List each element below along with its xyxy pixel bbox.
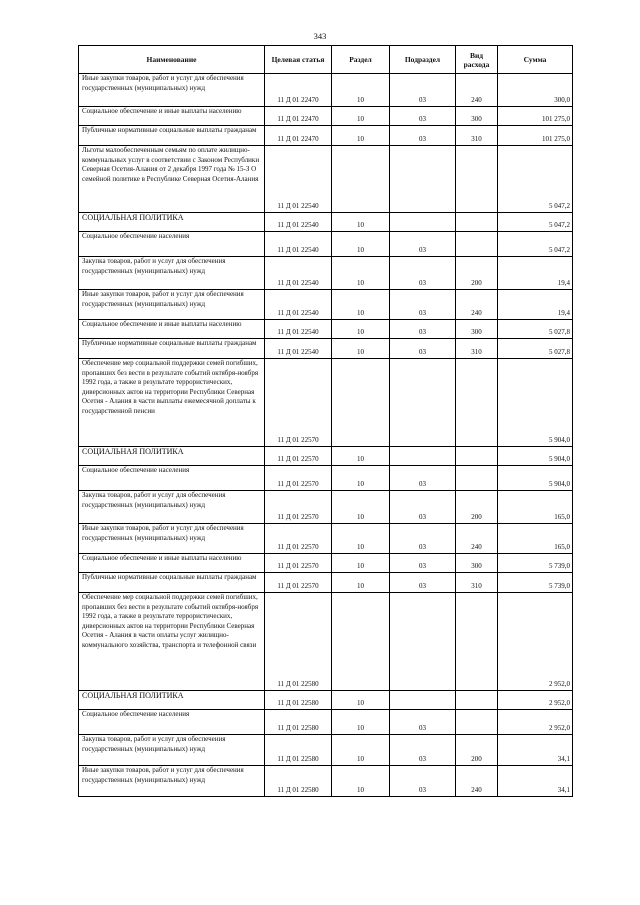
row-name: Иные закупки товаров, работ и услуг для обеспечения государственных (муниципальных) нужд — [79, 766, 265, 797]
row-section: 10 — [332, 466, 390, 491]
row-target-code: 11 Д 01 22470 — [265, 74, 332, 107]
table-row — [79, 466, 573, 491]
table-row — [79, 491, 573, 524]
row-amount: 5 904,0 — [498, 447, 573, 466]
table-row — [79, 339, 573, 359]
header-name: Наименование — [79, 46, 265, 74]
header-expense-type: Вид расхода — [456, 46, 498, 74]
row-subsection: 03 — [390, 710, 456, 735]
row-name: Иные закупки товаров, работ и услуг для обеспечения государственных (муниципальных) нужд — [79, 74, 265, 107]
row-target-code: 11 Д 01 22540 — [265, 339, 332, 359]
row-section: 10 — [332, 257, 390, 290]
row-name: Иные закупки товаров, работ и услуг для обеспечения государственных (муниципальных) нужд — [79, 290, 265, 320]
row-section — [332, 359, 390, 447]
row-section: 10 — [332, 107, 390, 126]
row-name: СОЦИАЛЬНАЯ ПОЛИТИКА — [79, 691, 265, 710]
row-subsection: 03 — [390, 290, 456, 320]
row-section: 10 — [332, 573, 390, 593]
row-target-code: 11 Д 01 22470 — [265, 107, 332, 126]
row-subsection: 03 — [390, 573, 456, 593]
row-name: Закупка товаров, работ и услуг для обеспечения государственных (муниципальных) нужд — [79, 257, 265, 290]
row-expense-type: 200 — [456, 735, 498, 766]
row-target-code: 11 Д 01 22570 — [265, 447, 332, 466]
row-target-code: 11 Д 01 22540 — [265, 213, 332, 232]
row-amount: 19,4 — [498, 290, 573, 320]
row-expense-type — [456, 710, 498, 735]
row-expense-type: 310 — [456, 126, 498, 146]
row-name: СОЦИАЛЬНАЯ ПОЛИТИКА — [79, 213, 265, 232]
row-section: 10 — [332, 74, 390, 107]
row-name: Социальное обеспечение и иные выплаты населению — [79, 554, 265, 573]
row-subsection: 03 — [390, 232, 456, 257]
row-section — [332, 146, 390, 213]
row-subsection: 03 — [390, 126, 456, 146]
row-expense-type — [456, 232, 498, 257]
table-row — [79, 710, 573, 735]
row-expense-type: 300 — [456, 107, 498, 126]
row-expense-type: 240 — [456, 290, 498, 320]
table-row — [79, 213, 573, 232]
table-row — [79, 573, 573, 593]
row-name: Закупка товаров, работ и услуг для обеспечения государственных (муниципальных) нужд — [79, 491, 265, 524]
row-target-code: 11 Д 01 22580 — [265, 766, 332, 797]
row-name: Публичные нормативные социальные выплаты гражданам — [79, 339, 265, 359]
table-row — [79, 232, 573, 257]
row-subsection: 03 — [390, 320, 456, 339]
row-target-code: 11 Д 01 22580 — [265, 735, 332, 766]
table-row — [79, 107, 573, 126]
row-expense-type — [456, 447, 498, 466]
header-subsection: Подраздел — [390, 46, 456, 74]
row-amount: 2 952,0 — [498, 710, 573, 735]
row-name: Закупка товаров, работ и услуг для обеспечения государственных (муниципальных) нужд — [79, 735, 265, 766]
row-target-code: 11 Д 01 22540 — [265, 290, 332, 320]
row-expense-type — [456, 359, 498, 447]
row-expense-type: 200 — [456, 491, 498, 524]
row-target-code: 11 Д 01 22540 — [265, 257, 332, 290]
row-amount: 5 904,0 — [498, 466, 573, 491]
table-row — [79, 554, 573, 573]
row-amount: 165,0 — [498, 524, 573, 554]
row-amount: 5 904,0 — [498, 359, 573, 447]
row-amount: 5 047,2 — [498, 213, 573, 232]
row-amount: 101 275,0 — [498, 107, 573, 126]
row-name: Социальное обеспечение и иные выплаты населению — [79, 107, 265, 126]
row-amount: 5 027,8 — [498, 339, 573, 359]
row-expense-type: 300 — [456, 320, 498, 339]
row-expense-type — [456, 691, 498, 710]
row-name: Иные закупки товаров, работ и услуг для обеспечения государственных (муниципальных) нужд — [79, 524, 265, 554]
row-amount: 2 952,0 — [498, 691, 573, 710]
row-target-code: 11 Д 01 22470 — [265, 126, 332, 146]
table-row — [79, 691, 573, 710]
header-target: Целевая статья — [265, 46, 332, 74]
row-subsection — [390, 146, 456, 213]
row-section: 10 — [332, 320, 390, 339]
row-expense-type: 240 — [456, 524, 498, 554]
row-name: Социальное обеспечение населения — [79, 710, 265, 735]
row-name: Публичные нормативные социальные выплаты гражданам — [79, 126, 265, 146]
row-expense-type — [456, 466, 498, 491]
row-target-code: 11 Д 01 22540 — [265, 146, 332, 213]
row-target-code: 11 Д 01 22580 — [265, 593, 332, 691]
row-target-code: 11 Д 01 22570 — [265, 524, 332, 554]
row-section: 10 — [332, 491, 390, 524]
row-target-code: 11 Д 01 22540 — [265, 320, 332, 339]
row-expense-type: 300 — [456, 554, 498, 573]
row-subsection: 03 — [390, 554, 456, 573]
row-amount: 5 739,0 — [498, 573, 573, 593]
row-section: 10 — [332, 339, 390, 359]
row-amount: 2 952,0 — [498, 593, 573, 691]
row-amount: 101 275,0 — [498, 126, 573, 146]
table-row — [79, 320, 573, 339]
row-target-code: 11 Д 01 22540 — [265, 232, 332, 257]
row-amount: 5 027,8 — [498, 320, 573, 339]
row-section: 10 — [332, 524, 390, 554]
row-subsection — [390, 691, 456, 710]
row-subsection: 03 — [390, 524, 456, 554]
row-name: Социальное обеспечение населения — [79, 232, 265, 257]
table-row — [79, 359, 573, 447]
table-row — [79, 146, 573, 213]
row-expense-type — [456, 593, 498, 691]
row-subsection: 03 — [390, 735, 456, 766]
table-row — [79, 447, 573, 466]
row-expense-type: 240 — [456, 74, 498, 107]
row-section: 10 — [332, 735, 390, 766]
row-subsection — [390, 447, 456, 466]
table-row — [79, 593, 573, 691]
row-amount: 165,0 — [498, 491, 573, 524]
table-row — [79, 74, 573, 107]
row-expense-type: 240 — [456, 766, 498, 797]
row-subsection: 03 — [390, 466, 456, 491]
row-amount: 5 739,0 — [498, 554, 573, 573]
row-expense-type: 310 — [456, 573, 498, 593]
row-subsection: 03 — [390, 107, 456, 126]
table-row — [79, 257, 573, 290]
row-subsection: 03 — [390, 339, 456, 359]
budget-table — [78, 45, 573, 797]
row-expense-type — [456, 146, 498, 213]
row-amount: 19,4 — [498, 257, 573, 290]
row-subsection — [390, 213, 456, 232]
row-expense-type — [456, 213, 498, 232]
row-target-code: 11 Д 01 22570 — [265, 554, 332, 573]
row-name: Обеспечение мер социальной поддержки семей погибших, пропавших без вести в результате событий октября-ноября 1992 года, а также в результате террористических, диверсионных актов на территории Республики Северная Осетия - Алания в части оплаты услуг жилищно-коммунального хозяйства, транспорта и телефонной связи — [79, 593, 265, 691]
row-section: 10 — [332, 290, 390, 320]
row-section: 10 — [332, 554, 390, 573]
page-number: 343 — [313, 31, 327, 41]
row-amount: 300,0 — [498, 74, 573, 107]
row-target-code: 11 Д 01 22570 — [265, 573, 332, 593]
row-name: Публичные нормативные социальные выплаты гражданам — [79, 573, 265, 593]
table-row — [79, 290, 573, 320]
row-subsection — [390, 593, 456, 691]
row-subsection: 03 — [390, 491, 456, 524]
row-section: 10 — [332, 126, 390, 146]
row-name: Льготы малообеспеченным семьям по оплате жилищно-коммунальных услуг в соответствии с Законом Республики Северная Осетия-Алания от 2 декабря 1997 года № 15-З О семейной политике в Республике Северная Осетия-Алания — [79, 146, 265, 213]
row-expense-type: 310 — [456, 339, 498, 359]
table-row — [79, 126, 573, 146]
table-row — [79, 766, 573, 797]
row-target-code: 11 Д 01 22570 — [265, 491, 332, 524]
row-amount: 34,1 — [498, 735, 573, 766]
row-name: Обеспечение мер социальной поддержки семей погибших, пропавших без вести в результате событий октября-ноября 1992 года, а также в результате террористических, диверсионных актов на территории Республики Северная Осетия - Алания в части выплаты ежемесячной доплаты к государственной пенсии — [79, 359, 265, 447]
row-target-code: 11 Д 01 22580 — [265, 710, 332, 735]
table-row — [79, 524, 573, 554]
header-section: Раздел — [332, 46, 390, 74]
row-target-code: 11 Д 01 22570 — [265, 466, 332, 491]
row-target-code: 11 Д 01 22570 — [265, 359, 332, 447]
row-subsection: 03 — [390, 257, 456, 290]
row-subsection: 03 — [390, 766, 456, 797]
row-amount: 34,1 — [498, 766, 573, 797]
table-header-row — [79, 46, 573, 74]
row-section: 10 — [332, 766, 390, 797]
row-section: 10 — [332, 691, 390, 710]
header-amount: Сумма — [498, 46, 573, 74]
row-name: СОЦИАЛЬНАЯ ПОЛИТИКА — [79, 447, 265, 466]
row-name: Социальное обеспечение и иные выплаты населению — [79, 320, 265, 339]
row-subsection — [390, 359, 456, 447]
row-section: 10 — [332, 232, 390, 257]
row-section — [332, 593, 390, 691]
row-section: 10 — [332, 213, 390, 232]
row-subsection: 03 — [390, 74, 456, 107]
row-section: 10 — [332, 447, 390, 466]
row-amount: 5 047,2 — [498, 232, 573, 257]
row-section: 10 — [332, 710, 390, 735]
row-name: Социальное обеспечение населения — [79, 466, 265, 491]
row-target-code: 11 Д 01 22580 — [265, 691, 332, 710]
row-expense-type: 200 — [456, 257, 498, 290]
row-amount: 5 047,2 — [498, 146, 573, 213]
table-row — [79, 735, 573, 766]
